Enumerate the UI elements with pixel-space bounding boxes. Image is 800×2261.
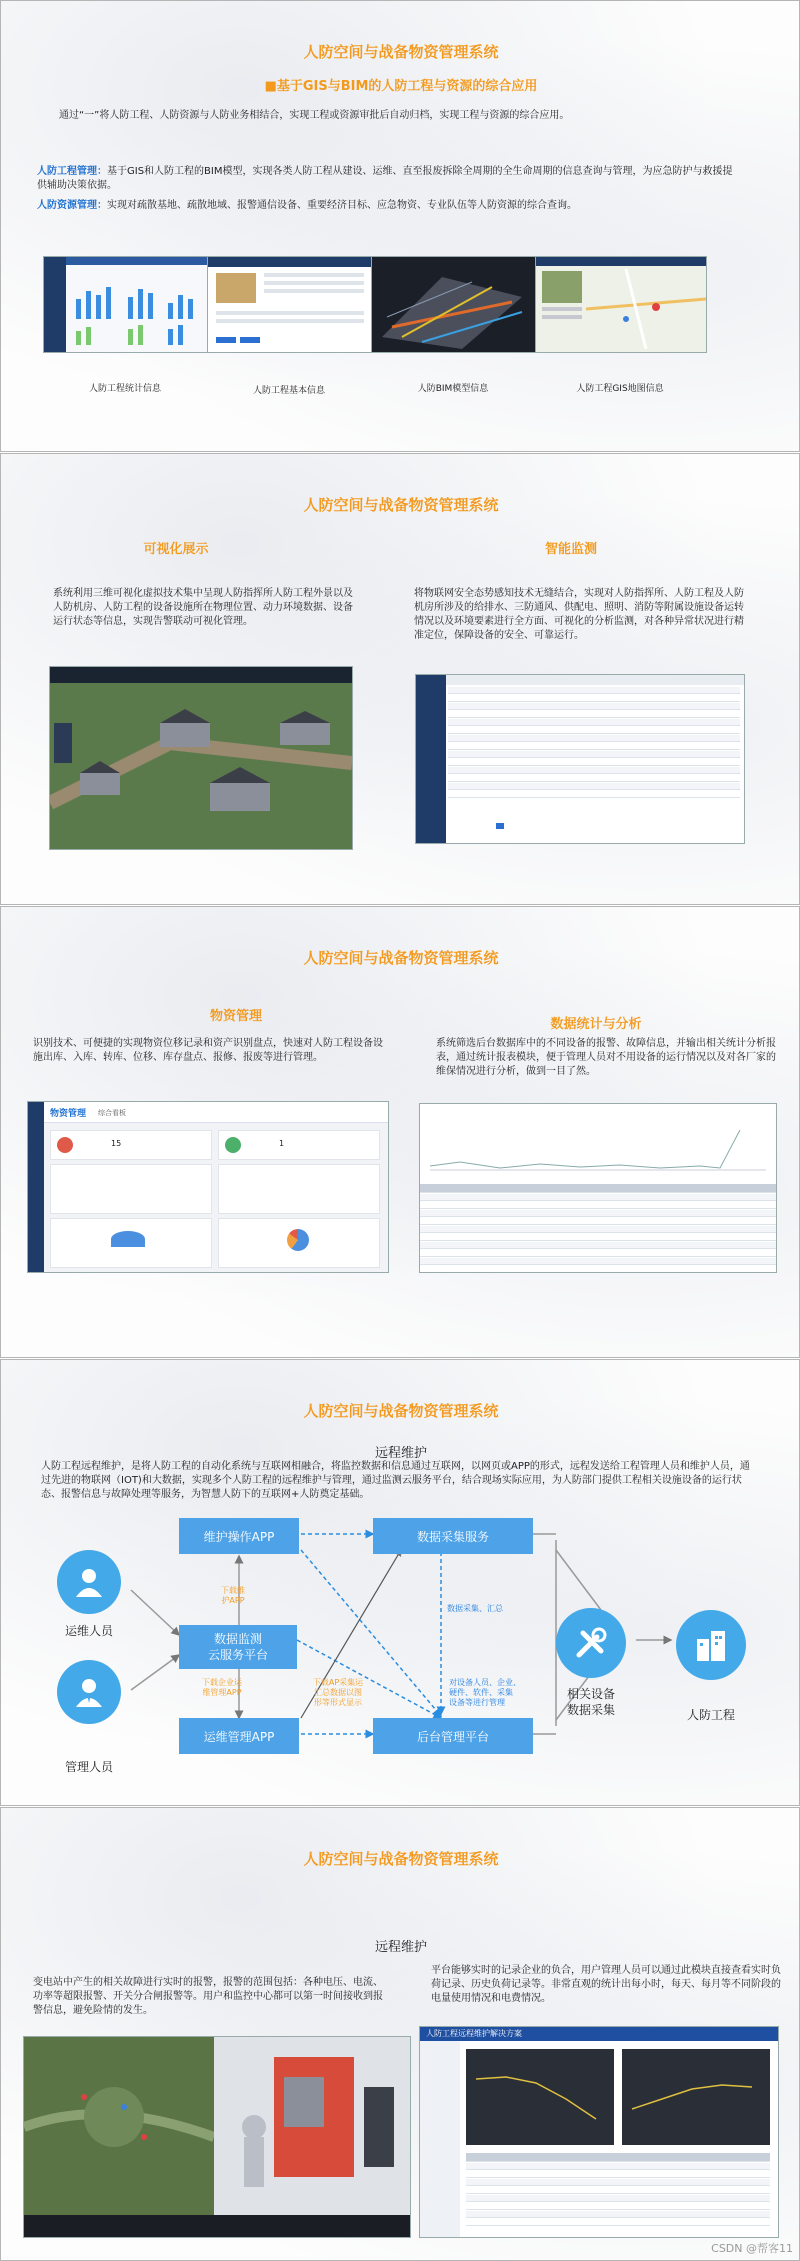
- screenshot-basic-info: [207, 256, 373, 353]
- maintainer-label: 运维人员: [64, 1624, 113, 1638]
- load-record-text: 平台能够实时的记录企业的负合，用户管理人员可以通过此模块直接查看实时负荷记录、历史负荷记录等。非常直观的统计出每小时，每天、每月等不同阶段的电量使用情况和电费情况。: [431, 1965, 781, 2004]
- visualization-heading: 可视化展示: [143, 542, 209, 557]
- download-ap-note: 下载AP采集运 汇总数据以图 形等形式显示: [312, 1678, 364, 1707]
- screenshot-bim-model: [371, 256, 537, 353]
- gis-map-image: [586, 269, 706, 349]
- civil-defense-project-label: 人防工程: [686, 1708, 735, 1722]
- caption-gis-map: 人防工程GIS地图信息: [576, 384, 664, 394]
- download-ops-app-note: 下载企业运 维管理APP: [202, 1678, 242, 1697]
- dashboard-title: 物资管理: [50, 1109, 87, 1119]
- download-maintenance-app-note: 下载维 护APP: [221, 1586, 245, 1605]
- maintenance-app-box: 维护操作APP: [179, 1518, 299, 1554]
- engineering-mgmt-body: 基于GIS和人防工程的BIM模型，实现各类人防工程从建设、运维、直至报废拆除全周期的全生命周期的信息查询与管理，为应急防护与救援提供辅助决策依据。: [37, 166, 733, 191]
- remote-maintenance-heading: 远程维护: [374, 1446, 427, 1461]
- statistics-report: [419, 1103, 777, 1273]
- satellite-map-image: [24, 2037, 214, 2217]
- count-b: 1: [279, 1139, 285, 1148]
- slide-remote-maintenance-flow: [0, 1359, 800, 1806]
- slide-title: 人防空间与战备物资管理系统: [303, 949, 499, 967]
- resource-mgmt-body: 实现对疏散基地、疏散地域、报警通信设备、重要经济目标、应急物资、专业队伍等人防资源的综合查询。: [107, 200, 577, 211]
- monitoring-text: 将物联网安全态势感知技术无缝结合，实现对人防指挥所、人防工程及人防机房所涉及的给排水、三防通风、供配电、照明、消防等附属设施设备运转情况以及环境要素进行全方面、可视化的分析监测，对各种异常状况进行精准定位，保障设备的安全、可靠运行。: [414, 588, 744, 641]
- monitoring-table-screenshot: [415, 674, 745, 844]
- dashboard-tab[interactable]: 综合看板: [98, 1109, 126, 1117]
- device-management-note: 对设备人员、企业、 硬件、软件、采集 设备等进行管理: [449, 1678, 521, 1707]
- slide-title: 人防空间与战备物资管理系统: [303, 496, 499, 514]
- caption-statistics: 人防工程统计信息: [88, 384, 161, 394]
- load-chart-left-image: [466, 2049, 614, 2145]
- slide-remote-maintenance-detail: [0, 1807, 800, 2261]
- resource-mgmt-label: 人防资源管理：: [37, 200, 107, 211]
- pie-chart-image: [287, 1229, 309, 1251]
- tools-icon: [556, 1608, 626, 1678]
- monitoring-heading: 智能监测: [544, 542, 597, 557]
- slide-title: 人防空间与战备物资管理系统: [303, 43, 499, 61]
- materials-dashboard: [27, 1101, 389, 1273]
- slide-visualization: [0, 453, 800, 905]
- cloud-platform-box: 数据监测 云服务平台: [179, 1625, 297, 1669]
- remote-maintenance-heading: 远程维护: [374, 1940, 427, 1955]
- manager-avatar-icon: [57, 1660, 121, 1724]
- maintainer-avatar-icon: [57, 1550, 121, 1614]
- building-icon: [676, 1610, 746, 1680]
- count-a-icon: [57, 1137, 73, 1153]
- intro-text: 通过“一”将人防工程、人防资源与人防业务相结合，实现工程或资源审批后自动归档，实现工程与资源的综合应用。: [59, 110, 570, 121]
- resource-mgmt-text: [37, 199, 737, 213]
- slide-gis-bim: [0, 0, 800, 452]
- panel-title: 人防工程远程维护解决方案: [420, 2027, 778, 2041]
- bim-model-image: [372, 257, 536, 352]
- 3d-scene-image: [50, 683, 352, 849]
- statistics-text: 系统筛选后台数据库中的不同设备的报警、故障信息，并输出相关统计分析报表，通过统计报表模块，便于管理人员对不用设备的运行情况以及对各厂家的维保情况进行分析，做到一目了然。: [436, 1038, 776, 1077]
- manager-label: 管理人员: [64, 1760, 113, 1774]
- data-collection-note: 数据采集、汇总: [447, 1604, 503, 1613]
- backend-platform-box: 后台管理平台: [373, 1718, 533, 1754]
- slide-title: 人防空间与战备物资管理系统: [303, 1850, 499, 1868]
- slide-title: 人防空间与战备物资管理系统: [303, 1402, 499, 1420]
- visualization-text: 系统利用三维可视化虚拟技术集中呈现人防指挥所人防工程外景以及人防机房、人防工程的设备设施所在物理位置、动力环境数据、设备运行状态等信息，实现告警联动可视化管理。: [53, 588, 353, 627]
- ops-management-app-box: 运维管理APP: [179, 1718, 299, 1754]
- device-data-collection-label: 相关设备 数据采集: [566, 1687, 615, 1717]
- statistics-bars-image: [68, 269, 208, 349]
- remote-maintenance-text: 人防工程远程维护，是将人防工程的自动化系统与互联网相融合，将监控数据和信息通过互联网，以网页或APP的形式，远程发送给工程管理人员和维护人员，通过先进的物联网（IOT)和大数据，实现多个人防工程的远程维护与管理，通过监测云服务平台，结合现场实际应用，为人防部门提供工程相关设施设备的运行状态、报警信息与故障处理等服务，为智慧人防下的互联网+人防奠定基础。: [41, 1461, 750, 1500]
- 3d-scene-screenshot: [49, 666, 353, 850]
- materials-text: 识别技术、可便捷的实现物资位移记录和资产识别盘点，快速对人防工程设备设施出库、入库、转库、位移、库存盘点、报修、报废等进行管理。: [33, 1038, 383, 1063]
- engineering-mgmt-text: [37, 165, 737, 193]
- screenshot-gis-map: [535, 256, 707, 353]
- count-a: 15: [111, 1139, 122, 1148]
- monitoring-table: [448, 687, 740, 817]
- load-chart-right-image: [622, 2049, 770, 2145]
- slide-materials: [0, 906, 800, 1358]
- alarm-screenshots: [23, 2036, 411, 2238]
- watermark: CSDN @帮客11: [711, 2242, 793, 2255]
- count-b-icon: [225, 1137, 241, 1153]
- data-collection-service-box: 数据采集服务: [373, 1518, 533, 1554]
- caption-bim-model: 人防BIM模型信息: [417, 384, 489, 394]
- alarm-text: 变电站中产生的相关故障进行实时的报警，报警的范围包括：各种电压、电流、功率等超限报警、开关分合闸报警等。用户和监控中心都可以第一时间接收到报警信息，避免险情的发生。: [33, 1977, 383, 2016]
- caption-basic-info: 人防工程基本信息: [252, 386, 325, 396]
- screenshot-statistics: [43, 256, 209, 353]
- engineering-mgmt-label: 人防工程管理：: [37, 166, 107, 177]
- equipment-model-image: [214, 2037, 410, 2217]
- load-record-screenshot: [419, 2026, 779, 2238]
- statistics-heading: 数据统计与分析: [550, 1017, 642, 1032]
- gauge-chart-image: [111, 1231, 145, 1247]
- slide-subtitle: ■基于GIS与BIM的人防工程与资源的综合应用: [264, 79, 538, 94]
- materials-heading: 物资管理: [209, 1009, 262, 1024]
- statistics-line-image: [420, 1110, 776, 1180]
